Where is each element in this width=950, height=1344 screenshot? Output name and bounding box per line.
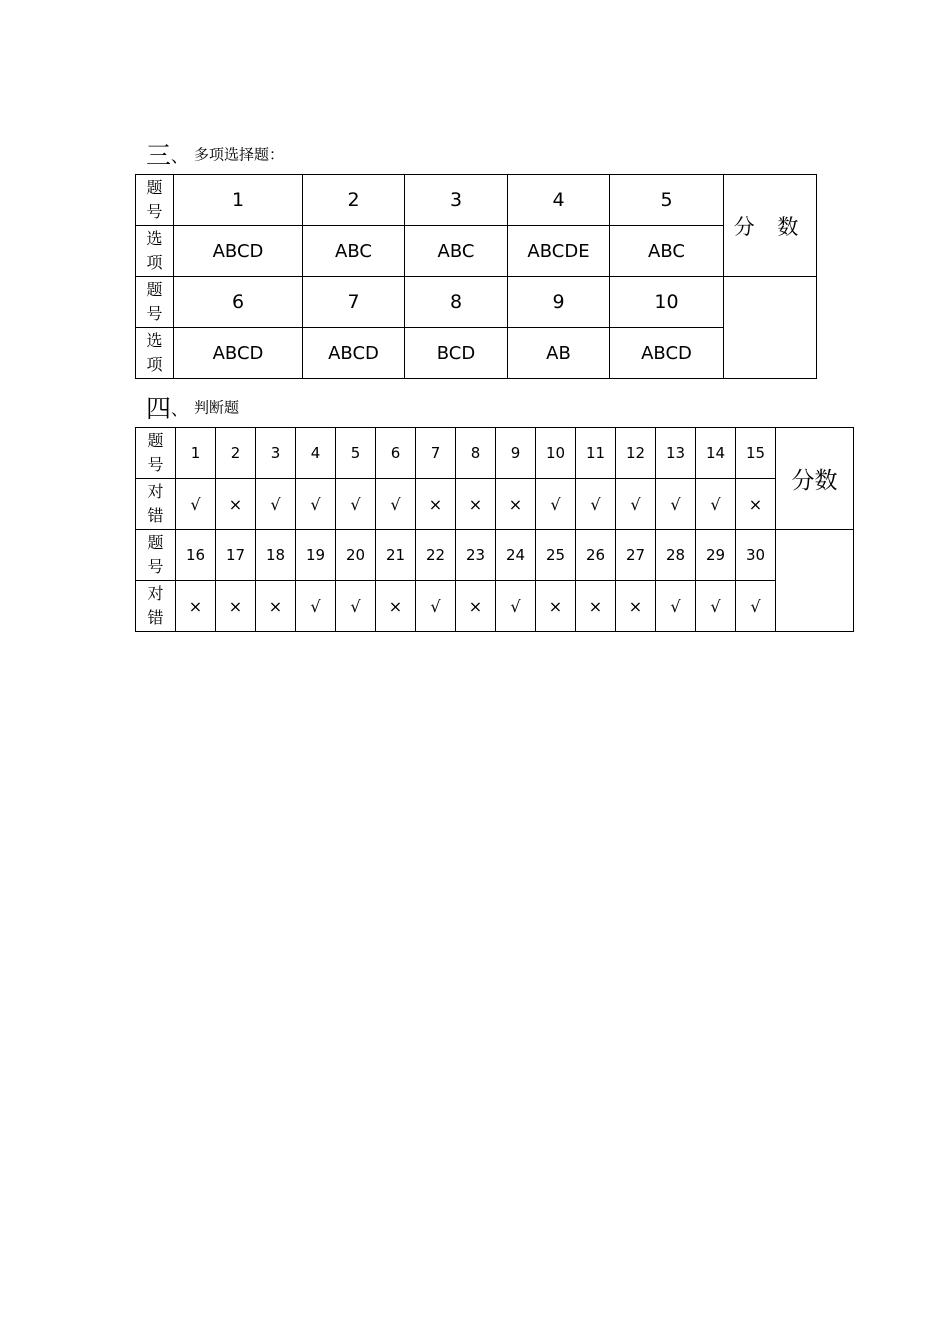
judge-mark: × (456, 581, 496, 632)
judge-mark: √ (656, 479, 696, 530)
question-number: 23 (456, 530, 496, 581)
judge-mark: × (576, 581, 616, 632)
question-number: 7 (416, 428, 456, 479)
score-label: 分 数 (724, 175, 817, 277)
question-number: 29 (696, 530, 736, 581)
question-number: 18 (256, 530, 296, 581)
question-number: 16 (176, 530, 216, 581)
answer-cell: ABC (405, 226, 508, 277)
judge-mark: × (376, 581, 416, 632)
question-number: 25 (536, 530, 576, 581)
question-number-label: 题 号 (136, 277, 174, 328)
question-number: 2 (216, 428, 256, 479)
answer-cell: ABCD (174, 226, 303, 277)
judge-mark: × (736, 479, 776, 530)
judge-mark: √ (656, 581, 696, 632)
question-number: 27 (616, 530, 656, 581)
answer-cell: BCD (405, 328, 508, 379)
question-number-label: 题 号 (136, 428, 176, 479)
judge-mark: × (256, 581, 296, 632)
question-number: 13 (656, 428, 696, 479)
table-row (136, 328, 817, 379)
judge-mark: √ (416, 581, 456, 632)
question-number: 2 (303, 175, 405, 226)
table-row (136, 175, 817, 226)
question-number: 6 (174, 277, 303, 328)
judge-mark: × (616, 581, 656, 632)
option-label: 选 项 (136, 226, 174, 277)
question-number: 20 (336, 530, 376, 581)
judge-mark: √ (336, 479, 376, 530)
score-cell (776, 530, 854, 632)
question-number: 30 (736, 530, 776, 581)
table-row (136, 428, 854, 479)
judge-mark: × (416, 479, 456, 530)
question-number: 9 (508, 277, 610, 328)
question-number: 3 (256, 428, 296, 479)
section4-heading (146, 389, 239, 425)
question-number: 15 (736, 428, 776, 479)
judge-mark: × (216, 581, 256, 632)
question-number: 21 (376, 530, 416, 581)
question-number: 8 (405, 277, 508, 328)
question-number: 26 (576, 530, 616, 581)
question-number: 10 (536, 428, 576, 479)
section4-number: 四 (146, 394, 172, 423)
question-number: 19 (296, 530, 336, 581)
section3-separator: 、 (171, 146, 189, 167)
question-number: 12 (616, 428, 656, 479)
question-number: 14 (696, 428, 736, 479)
judge-mark: √ (376, 479, 416, 530)
judge-mark: × (176, 581, 216, 632)
question-number: 10 (610, 277, 724, 328)
question-number: 3 (405, 175, 508, 226)
table-row (136, 277, 817, 328)
answer-cell: AB (508, 328, 610, 379)
question-number-label: 题 号 (136, 530, 176, 581)
answer-cell: ABC (303, 226, 405, 277)
question-number: 11 (576, 428, 616, 479)
question-number: 4 (508, 175, 610, 226)
table-row (136, 530, 854, 581)
table-row (136, 479, 854, 530)
section3-number: 三 (146, 141, 172, 170)
question-number: 8 (456, 428, 496, 479)
question-number: 7 (303, 277, 405, 328)
judge-mark: √ (256, 479, 296, 530)
answer-cell: ABCD (610, 328, 724, 379)
question-number: 5 (336, 428, 376, 479)
judge-mark: × (456, 479, 496, 530)
judge-mark: √ (536, 479, 576, 530)
question-number: 6 (376, 428, 416, 479)
table-row (136, 226, 817, 277)
judge-mark: √ (696, 581, 736, 632)
judge-mark: √ (176, 479, 216, 530)
judge-mark: √ (576, 479, 616, 530)
section3-title: 多项选择题： (194, 145, 285, 164)
answer-cell: ABC (610, 226, 724, 277)
question-number: 28 (656, 530, 696, 581)
judge-mark: √ (696, 479, 736, 530)
question-number: 4 (296, 428, 336, 479)
question-number: 17 (216, 530, 256, 581)
score-cell (724, 277, 817, 379)
question-number: 24 (496, 530, 536, 581)
judge-label: 对 错 (136, 479, 176, 530)
question-number: 1 (176, 428, 216, 479)
judge-mark: √ (296, 479, 336, 530)
judge-mark: √ (496, 581, 536, 632)
answer-cell: ABCD (303, 328, 405, 379)
judge-mark: √ (296, 581, 336, 632)
question-number: 9 (496, 428, 536, 479)
judge-mark: × (496, 479, 536, 530)
judge-mark: √ (616, 479, 656, 530)
table-row (136, 581, 854, 632)
option-label: 选 项 (136, 328, 174, 379)
question-number: 22 (416, 530, 456, 581)
question-number: 5 (610, 175, 724, 226)
true-false-answer-table (135, 427, 854, 632)
score-label: 分数 (776, 428, 854, 530)
multiple-choice-answer-table (135, 174, 817, 379)
question-number-label: 题 号 (136, 175, 174, 226)
answer-cell: ABCD (174, 328, 303, 379)
judge-label: 对 错 (136, 581, 176, 632)
judge-mark: × (536, 581, 576, 632)
judge-mark: √ (336, 581, 376, 632)
answer-cell: ABCDE (508, 226, 610, 277)
judge-mark: √ (736, 581, 776, 632)
section3-heading (146, 136, 284, 172)
section4-title: 判断题 (194, 398, 240, 417)
question-number: 1 (174, 175, 303, 226)
section4-separator: 、 (171, 399, 189, 420)
judge-mark: × (216, 479, 256, 530)
